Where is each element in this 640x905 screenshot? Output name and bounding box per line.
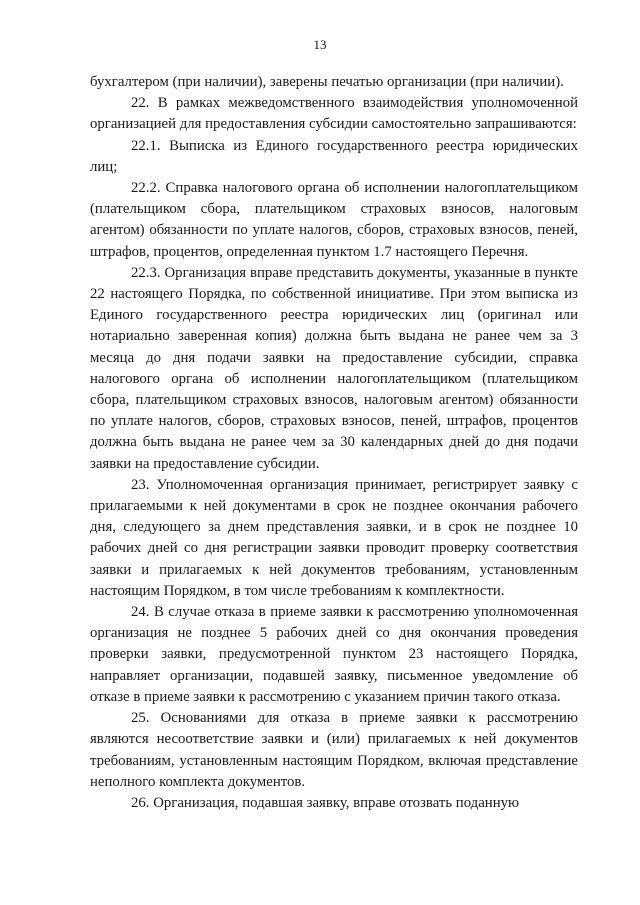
paragraph-22-3: 22.3. Организация вправе представить документы, указанные в пункте 22 настоящего Порядка, по собственной инициативе. При этом выписка из Единого государственного реестра юридических лиц (оригинал или нотариально заверенная копия) должна быть выдана не ранее чем за 3 месяца до дня подачи заявки на предоставление субсидии, справка налогового органа об исполнении налогоплательщиком (плательщиком сбора, плательщиком страховых взносов, налоговым агентом) обязанности по уплате налогов, сборов, страховых взносов, пеней, штрафов, процентов должна быть выдана не ранее чем за 30 календарных дней до дня подачи заявки на предоставление субсидии. xyxy=(90,264,578,472)
paragraph-22: 22. В рамках межведомственного взаимодействия уполномоченной организацией для предоставления субсидии самостоятельно запрашиваются: xyxy=(90,95,578,133)
paragraph-22-2: 22.2. Справка налогового органа об исполнении налогоплательщиком (плательщиком сбора, плательщиком страховых взносов, налоговым агентом) обязанности по уплате налогов, сборов, страховых взносов, пеней, штрафов, процентов, определенная пунктом 1.7 настоящего Перечня. xyxy=(90,180,578,260)
document-body xyxy=(90,72,578,814)
paragraph-continuation: бухгалтером (при наличии), заверены печатью организации (при наличии). xyxy=(90,74,564,90)
paragraph-26: 26. Организация, подавшая заявку, вправе отозвать поданную xyxy=(131,794,520,811)
page-number: 13 xyxy=(313,37,327,52)
paragraph-23: 23. Уполномоченная организация принимает, регистрирует заявку с прилагаемыми к ней документами в срок не позднее окончания рабочего дня, следующего за днем представления заявки, и в срок не позднее 10 рабочих дней со дня регистрации заявки проводит проверку соответствия заявки и прилагаемых к ней документов требованиям, установленным настоящим Порядком, в том числе требованиям к комплектности. xyxy=(90,476,578,599)
paragraph-25: 25. Основаниями для отказа в приеме заявки к рассмотрению являются несоответствие заявки и (или) прилагаемых к ней документов требованиям, установленным настоящим Порядком, включая представление неполного комплекта документов. xyxy=(90,710,578,790)
paragraph-22-1: 22.1. Выписка из Единого государственного реестра юридических лиц; xyxy=(90,137,578,175)
paragraph-24: 24. В случае отказа в приеме заявки к рассмотрению уполномоченная организация не позднее 5 рабочих дней со дня окончания проведения проверки заявки, предусмотренной пунктом 23 настоящего Порядка, направляет организации, подавшей заявку, письменное уведомление об отказе в приеме заявки к рассмотрению с указанием причин такого отказа. xyxy=(90,604,578,705)
